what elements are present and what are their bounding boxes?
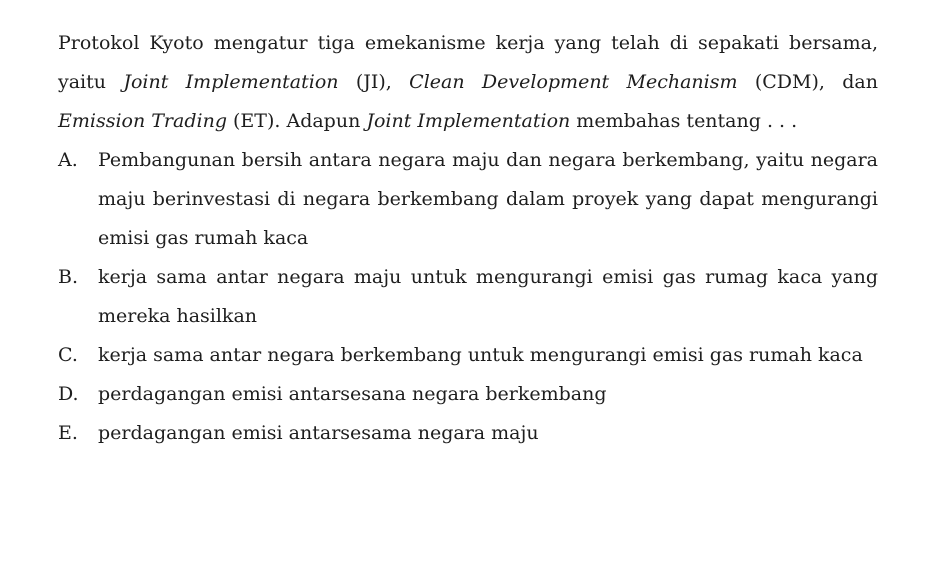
option-d[interactable] bbox=[58, 375, 878, 414]
answer-options bbox=[58, 141, 878, 453]
question-part-1: Protokol Kyoto mengatur tiga emekanisme kerja yang telah di sepakati bersama, yaitu bbox=[58, 32, 878, 93]
option-e-letter: E. bbox=[58, 422, 78, 444]
option-a-text: Pembangunan bersih antara negara maju dan negara berkembang, yaitu negara maju berinvestasi di negara berkembang dalam proyek yang dapat mengurangi emisi gas rumah kaca bbox=[98, 149, 878, 249]
option-b-text: kerja sama antar negara maju untuk mengurangi emisi gas rumag kaca yang mereka hasilkan bbox=[98, 266, 878, 327]
term-joint-implementation-again: Joint Implementation bbox=[366, 110, 571, 132]
option-e-text: perdagangan emisi antarsesama negara maju bbox=[98, 422, 539, 444]
term-emission-trading: Emission Trading bbox=[58, 110, 227, 132]
question-part-3: (CDM), dan bbox=[737, 71, 878, 93]
option-c-letter: C. bbox=[58, 344, 78, 366]
question-block bbox=[58, 24, 878, 453]
option-e[interactable] bbox=[58, 414, 878, 453]
term-clean-development-mechanism: Clean Development Mechanism bbox=[409, 71, 738, 93]
option-a[interactable] bbox=[58, 141, 878, 258]
option-c[interactable] bbox=[58, 336, 878, 375]
option-b-letter: B. bbox=[58, 266, 79, 288]
option-a-letter: A. bbox=[58, 149, 78, 171]
term-joint-implementation: Joint Implementation bbox=[123, 71, 339, 93]
option-c-text: kerja sama antar negara berkembang untuk mengurangi emisi gas rumah kaca bbox=[98, 344, 863, 366]
question-text bbox=[58, 24, 878, 141]
option-d-letter: D. bbox=[58, 383, 79, 405]
question-part-2: (JI), bbox=[338, 71, 410, 93]
option-b[interactable] bbox=[58, 258, 878, 336]
question-part-4: (ET). Adapun bbox=[226, 110, 367, 132]
option-d-text: perdagangan emisi antarsesana negara berkembang bbox=[98, 383, 607, 405]
question-part-5: membahas tentang . . . bbox=[570, 110, 798, 132]
